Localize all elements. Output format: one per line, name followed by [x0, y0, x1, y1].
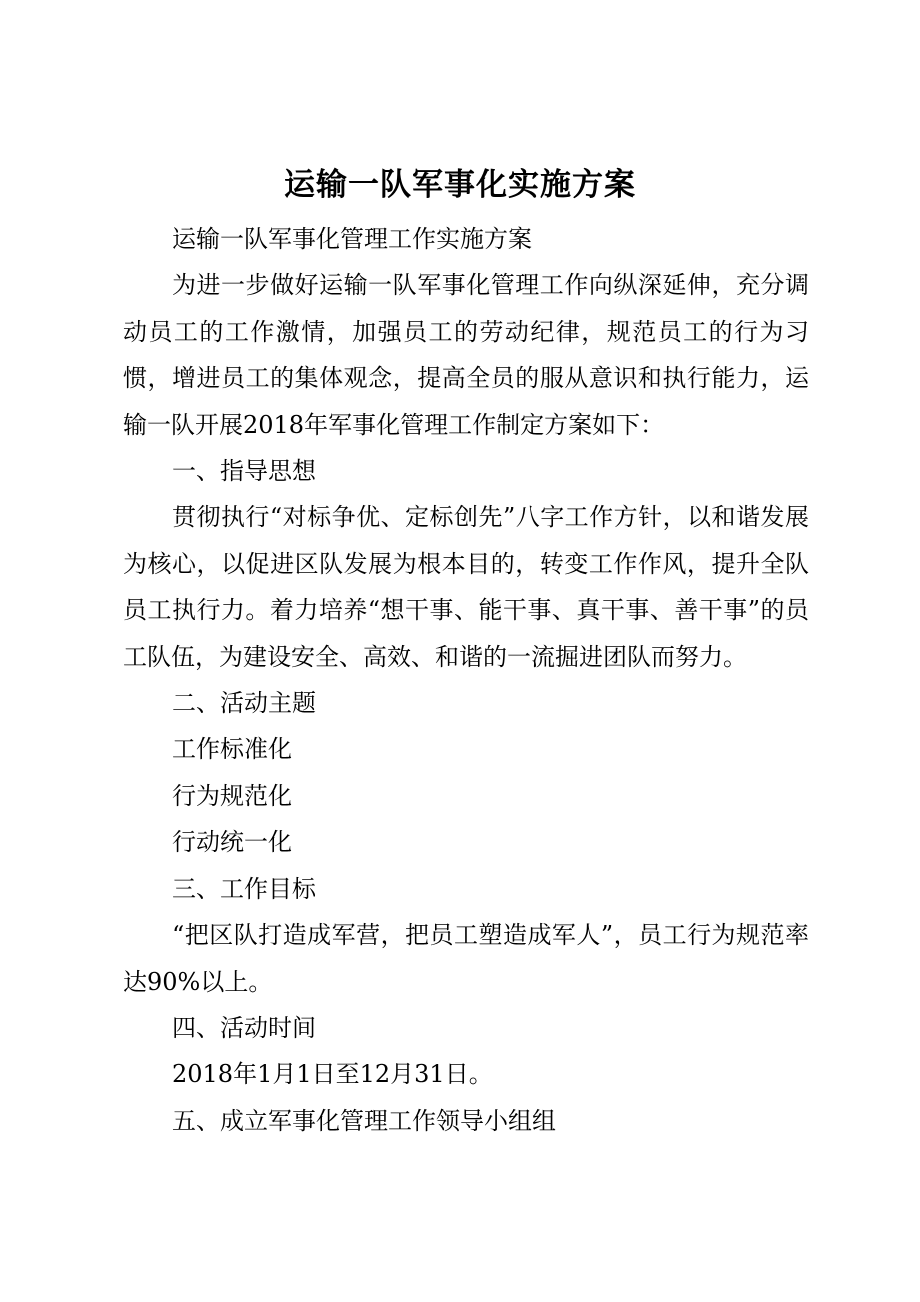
theme-item: 工作标准化 — [172, 735, 292, 764]
guiding-thought-paragraph: 贯彻执行“对标争优、定标创先”八字工作方针，以和谐发展为核心，以促进区队发展为根本目的，转变工作作风，提升全队员工执行力。着力培养“想干事、能干事、真干事、善干事”的员工队伍，为建设安全、高效、和谐的一流掘进团队而努力。 — [123, 503, 809, 671]
theme-item: 行动统一化 — [172, 828, 292, 857]
section-heading-leadership-group: 五、成立军事化管理工作领导小组组 — [172, 1106, 556, 1135]
document-subtitle: 运输一队军事化管理工作实施方案 — [172, 225, 532, 253]
document-title: 运输一队军事化实施方案 — [284, 167, 636, 203]
work-goal-paragraph: “把区队打造成军营，把员工塑造成军人”，员工行为规范率达90%以上。 — [123, 921, 809, 996]
activity-time-text: 2018年1月1日至12月31日。 — [172, 1060, 493, 1089]
section-heading-activity-theme: 二、活动主题 — [172, 689, 316, 718]
intro-paragraph: 为进一步做好运输一队军事化管理工作向纵深延伸，充分调动员工的工作激情，加强员工的劳动纪律，规范员工的行为习惯，增进员工的集体观念，提高全员的服从意识和执行能力，运输一队开展2018年军事化管理工作制定方案如下： — [123, 271, 809, 439]
theme-item: 行为规范化 — [172, 781, 292, 810]
document-body — [123, 216, 809, 1144]
section-heading-work-goal: 三、工作目标 — [172, 874, 316, 903]
section-heading-guiding-thought: 一、指导思想 — [172, 457, 316, 486]
section-heading-activity-time: 四、活动时间 — [172, 1013, 316, 1042]
